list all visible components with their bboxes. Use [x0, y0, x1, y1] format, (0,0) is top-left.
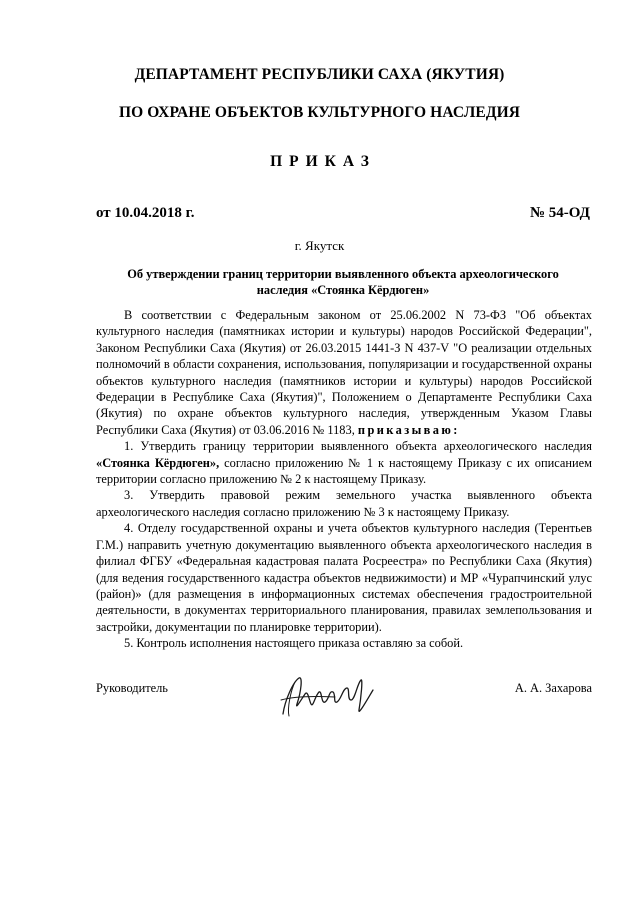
- item-4: 4. Отделу государственной охраны и учета объектов культурного наследия (Терентьев Г.М.) направить учетную документацию выявленного объекта археологического наследия в филиал ФГБУ «Федеральная кадастровая палата Росреестра» по Республики Саха (Якутия) (для ведения государственного кадастра объектов недвижимости) и МР «Чурапчинский улус (район)» (для размещения в информационных системах обеспечения градостроительной деятельности, в документах территориального планирования, правилах землепользования и застройки, документации по планировке территории).: [96, 521, 592, 634]
- item-3: 3. Утвердить правовой режим земельного участка выявленного объекта археологического наследия согласно приложению № 3 к настоящему Приказу.: [96, 488, 592, 519]
- subject-line1: Об утверждении границ территории выявленного объекта археологического: [127, 267, 559, 281]
- order-number: № 54-ОД: [529, 205, 590, 221]
- document-type-title: ПРИКАЗ: [270, 153, 376, 170]
- department-name-line2: ПО ОХРАНЕ ОБЪЕКТОВ КУЛЬТУРНОГО НАСЛЕДИЯ: [118, 104, 521, 121]
- preamble-text: В соответствии с Федеральным законом от 25.06.2002 N 73-ФЗ "Об объектах культурного наследия (памятниках истории и культуры) народов Российской Федерации", Законом Республики Саха (Якутия) от 26.03.2015 1441-З N 437-V "О реализации отдельных полномочий в области сохранения, использования, популяризации и государственной охраны объектов культурного наследия (памятников истории и культуры) народов Российской Федерации в Республике Саха (Якутия)", Положением о Департаменте Республики Саха (Якутия) по охране объектов культурного наследия, утвержденным Указом Главы Республики Саха (Якутия) от 03.06.2016 № 1183,: [96, 308, 592, 437]
- subject-line2: наследия «Стоянка Кёрдюген»: [256, 283, 430, 297]
- item-1-text-a: 1. Утвердить границу территории выявленного объекта археологического наследия: [124, 439, 592, 454]
- city: г. Якутск: [294, 238, 345, 253]
- order-directive: приказываю:: [357, 422, 460, 437]
- item-1-text-b: согласно приложению № 1 к настоящему Приказу с их описанием территории согласно приложению № 2 к настоящему Приказу.: [96, 455, 592, 487]
- signer-position: Руководитель: [96, 681, 168, 695]
- order-subject: [96, 266, 590, 298]
- item-5: 5. Контроль исполнения настоящего приказа оставляю за собой.: [124, 636, 464, 651]
- signer-name: А. А. Захарова: [514, 681, 592, 695]
- date-number-row: [96, 205, 590, 222]
- site-name: «Стоянка Кёрдюген»,: [96, 455, 220, 470]
- handwritten-signature: [275, 670, 380, 722]
- preamble: [96, 307, 592, 438]
- order-date: от 10.04.2018 г.: [96, 205, 195, 221]
- order-body: [96, 307, 592, 652]
- department-name-line1: ДЕПАРТАМЕНТ РЕСПУБЛИКИ САХА (ЯКУТИЯ): [134, 66, 505, 83]
- item-1: [96, 438, 592, 487]
